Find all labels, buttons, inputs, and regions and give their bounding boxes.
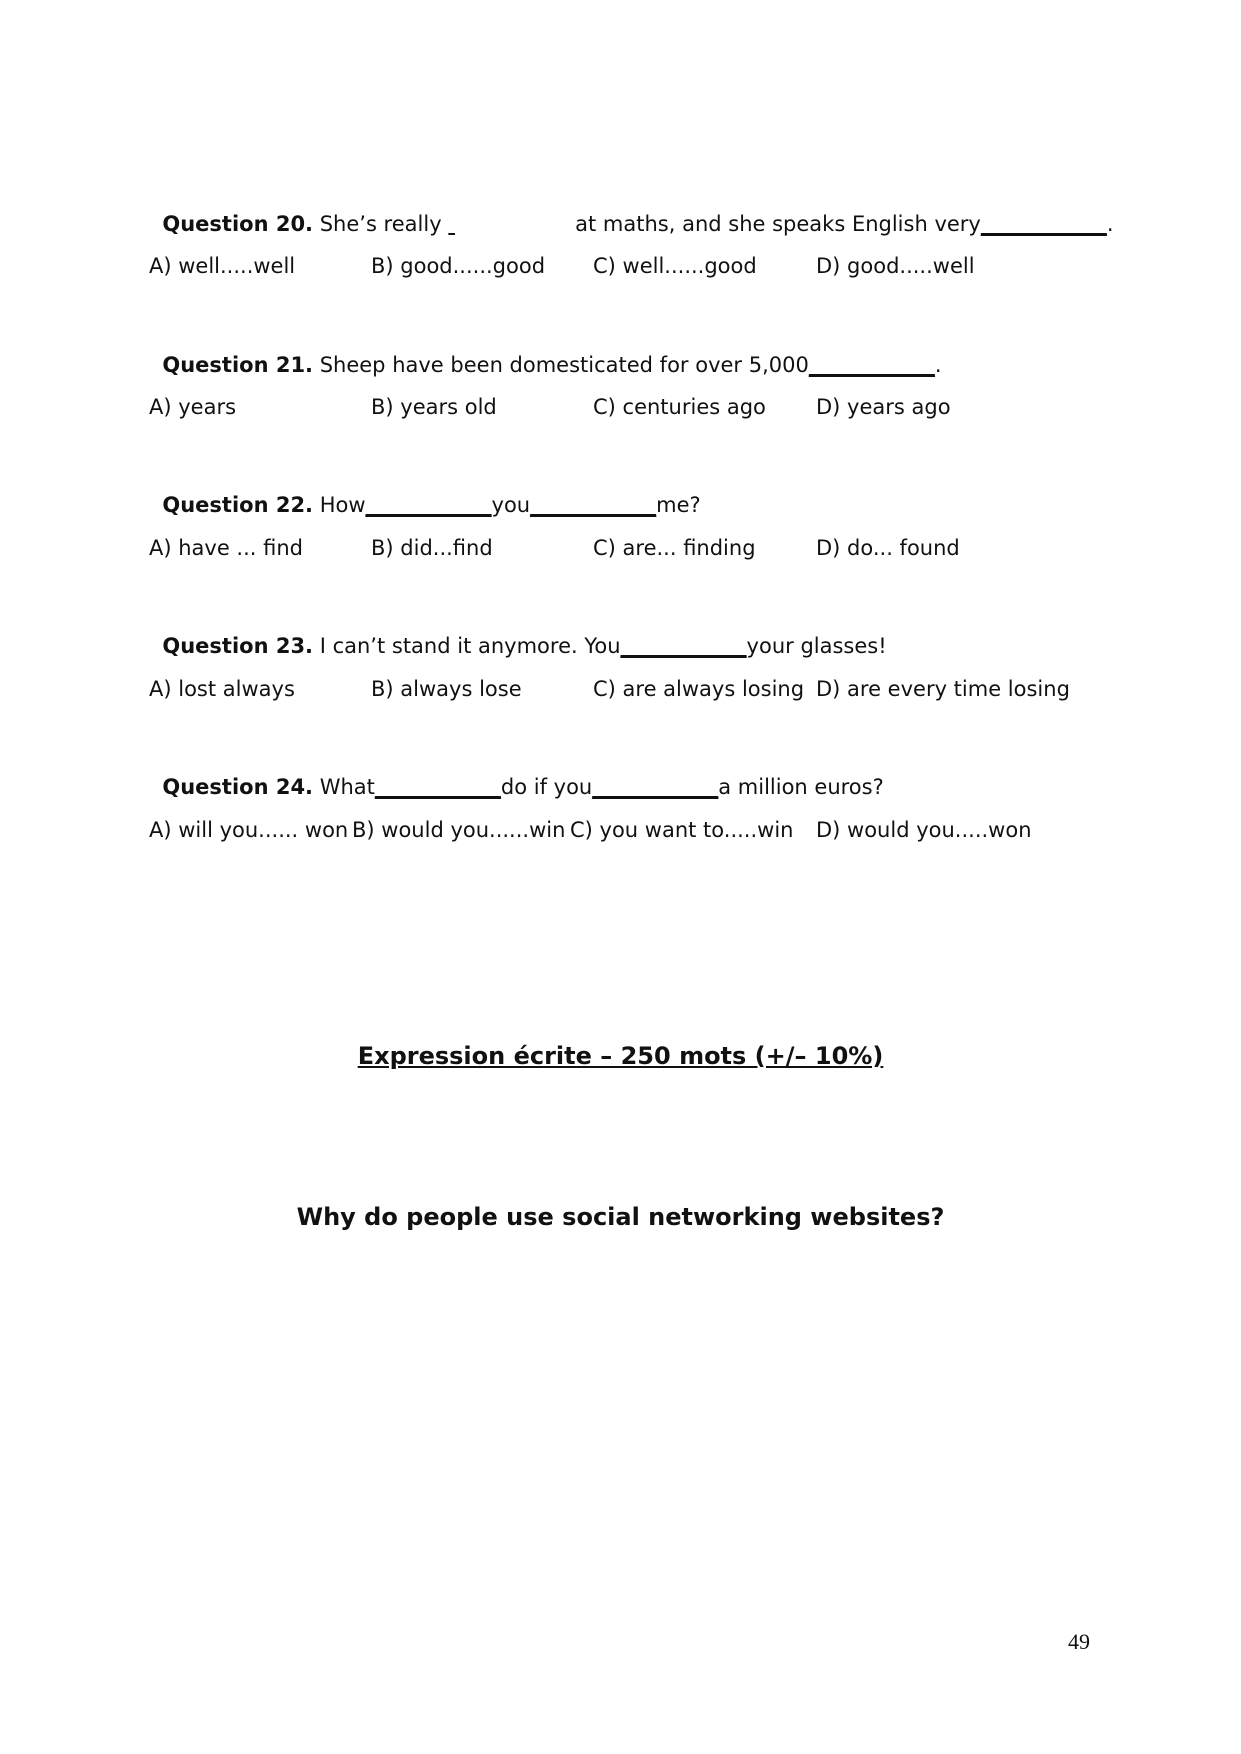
question-24-text-1: What <box>313 775 375 799</box>
question-24-option-a[interactable]: A) will you...... won <box>149 818 349 842</box>
essay-prompt: Why do people use social networking websites? <box>296 1203 945 1231</box>
question-21-option-d[interactable]: D) years ago <box>816 395 951 419</box>
question-23-option-a[interactable]: A) lost always <box>149 677 295 701</box>
question-22-number: Question 22. <box>162 493 314 517</box>
question-22-option-a[interactable]: A) have ... find <box>149 536 304 560</box>
question-24-option-b[interactable]: B) would you......win <box>352 818 566 842</box>
question-20-stem <box>149 182 1114 238</box>
question-22-stem <box>149 463 701 519</box>
question-24-blank-2[interactable]: ____________ <box>592 775 719 799</box>
question-23-option-d[interactable]: D) are every time losing <box>816 677 1070 701</box>
question-22-text-2: you <box>491 493 531 517</box>
question-23-text-1: I can’t stand it anymore. You <box>313 634 621 658</box>
question-23-text-2: your glasses! <box>746 634 887 658</box>
question-21-option-a[interactable]: A) years <box>149 395 237 419</box>
question-23-number: Question 23. <box>162 634 314 658</box>
question-22-blank-2[interactable]: ____________ <box>530 493 657 517</box>
question-24-text-3: a million euros? <box>718 775 884 799</box>
question-23-blank-1[interactable]: ____________ <box>620 634 747 658</box>
question-24-blank-1[interactable]: ____________ <box>374 775 501 799</box>
question-23-option-c[interactable]: C) are always losing <box>593 677 805 701</box>
question-24-number: Question 24. <box>162 775 314 799</box>
question-21-number: Question 21. <box>162 353 314 377</box>
question-20-text-2: at maths, and she speaks English very <box>454 212 981 236</box>
question-20-option-a[interactable]: A) well.....well <box>149 254 296 278</box>
question-20-text-1: She’s really <box>313 212 449 236</box>
question-21-stem <box>149 323 942 379</box>
question-24-stem <box>149 745 884 801</box>
question-23-stem <box>149 604 887 660</box>
question-22-option-b[interactable]: B) did...find <box>371 536 493 560</box>
question-21-blank-1[interactable]: ____________ <box>808 353 935 377</box>
page-number: 49 <box>1068 1629 1090 1654</box>
question-20-blank-1[interactable] <box>448 212 455 236</box>
question-22-text-3: me? <box>656 493 701 517</box>
section-heading <box>0 1040 1241 1072</box>
section-heading-text: Expression écrite – 250 mots (+/– 10%) <box>357 1042 884 1070</box>
question-24-option-c[interactable]: C) you want to.....win <box>570 818 794 842</box>
question-20-blank-2[interactable]: ____________ <box>980 212 1107 236</box>
question-22-blank-1[interactable]: ____________ <box>365 493 492 517</box>
question-23-option-b[interactable]: B) always lose <box>371 677 522 701</box>
question-20-number: Question 20. <box>162 212 314 236</box>
question-22-text-1: How <box>313 493 366 517</box>
question-20-option-b[interactable]: B) good......good <box>371 254 546 278</box>
question-22-option-c[interactable]: C) are... finding <box>593 536 756 560</box>
question-20-text-3: . <box>1106 212 1114 236</box>
question-22-option-d[interactable]: D) do... found <box>816 536 960 560</box>
question-20-option-c[interactable]: C) well......good <box>593 254 757 278</box>
question-20-option-d[interactable]: D) good.....well <box>816 254 975 278</box>
question-21-option-c[interactable]: C) centuries ago <box>593 395 766 419</box>
question-21-text-1: Sheep have been domesticated for over 5,000 <box>313 353 809 377</box>
question-24-option-d[interactable]: D) would you.....won <box>816 818 1032 842</box>
question-21-text-2: . <box>934 353 942 377</box>
question-24-text-2: do if you <box>500 775 593 799</box>
question-21-option-b[interactable]: B) years old <box>371 395 497 419</box>
